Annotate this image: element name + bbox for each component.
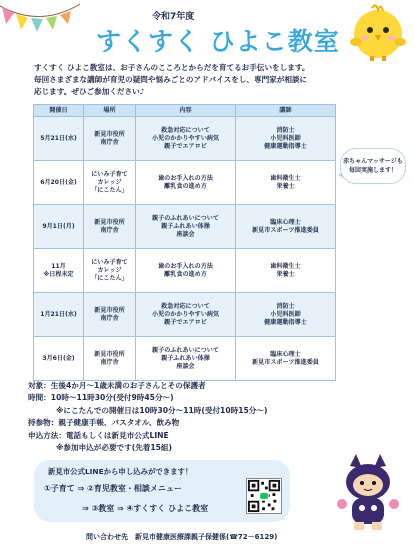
cell-line: 南庁舎 (100, 358, 119, 366)
cell-line: ※日程未定 (43, 270, 74, 278)
cell-content (136, 249, 236, 293)
cell-line: カレッジ (97, 266, 122, 274)
cell-place (84, 337, 136, 381)
cell-line: 新見市役所 (94, 130, 125, 138)
page-title: すくすく ひよこ教室 (96, 27, 340, 56)
cell-line: 臨床心理士 (270, 350, 301, 358)
cell-line: カレッジ (97, 178, 122, 186)
cell-line: 栄養士 (276, 270, 295, 278)
cell-place (84, 117, 136, 161)
cell-line: 3月6日(金) (42, 354, 75, 362)
table-row (34, 161, 336, 205)
cell-lecturer (236, 117, 336, 161)
cell-date (34, 249, 84, 293)
header-lecturer: 講師 (236, 105, 336, 117)
cell-place (84, 249, 136, 293)
cell-lecturer (236, 337, 336, 381)
cell-line: 小児科医師 (270, 310, 301, 318)
time-info: 時間：10時～11時30分(受付9時45分～) (28, 393, 174, 403)
cell-line: 南庁舎 (100, 138, 119, 146)
cell-line: にいみ子育て (91, 170, 128, 178)
cell-line: 親子のふれあいについて (152, 346, 219, 354)
cell-line: 親子でエアロビ (164, 142, 207, 150)
cell-line: 親子のふれあいについて (152, 214, 219, 222)
cell-content (136, 337, 236, 381)
line-signup-heading: 新見市公式LINEから申し込みができます！ (48, 467, 193, 476)
fiscal-year-label: 令和7年度 (152, 12, 195, 22)
cell-line: 親子でエアロビ (164, 318, 207, 326)
line-signup-step2: ⇒ ③教室 ⇒ ④すくすく ひよこ教室 (82, 504, 209, 513)
cell-line: 南庁舎 (100, 314, 119, 322)
contact-info: 問い合わせ先 新見市健康医療課親子保健係(☎72－6129) (86, 533, 278, 541)
chick-icon (348, 2, 406, 62)
cell-line: 1月21日(水) (40, 310, 77, 318)
cell-line: 6月20日(金) (40, 178, 77, 186)
massage-note-bubble (340, 148, 406, 184)
cell-place (84, 293, 136, 337)
time-note: ※にこたんでの開催日は10時30分～11時(受付10時15分～) (56, 405, 268, 415)
cell-date (34, 205, 84, 249)
cell-lecturer (236, 205, 336, 249)
table-header-row (34, 105, 336, 117)
mascot-icon (328, 452, 408, 532)
header-date: 開催日 (34, 105, 84, 117)
cell-date (34, 117, 84, 161)
cell-line: 消防士 (276, 126, 295, 134)
intro-line: 毎回さまざまな講師が育児の疑問や悩みごとのアドバイスをし、専門家が相談に (34, 75, 308, 84)
line-signup-step1: ①子育て ⇒ ②育児教室・相談メニュー (44, 484, 182, 493)
bubble-line: 毎回実施します！ (348, 167, 397, 174)
cell-line: 新見市役所 (94, 306, 125, 314)
cell-line: 新見市スポーツ推進委員 (252, 358, 319, 366)
cell-lecturer (236, 249, 336, 293)
header-content: 内容 (136, 105, 236, 117)
cell-line: 11月 (51, 262, 66, 270)
cell-line: 「にこたん」 (91, 274, 128, 282)
cell-line: 新見市役所 (94, 350, 125, 358)
cell-line: 親子ふれあい体操 (161, 222, 210, 230)
table-row (34, 293, 336, 337)
cell-line: 新見市役所 (94, 218, 125, 226)
cell-date (34, 161, 84, 205)
cell-content (136, 293, 236, 337)
intro-line: 応じます。ぜひご参加ください♪ (34, 87, 145, 96)
qr-code-icon[interactable] (246, 478, 282, 514)
cell-lecturer (236, 293, 336, 337)
target-info: 対象：生後4か月～1歳未満のお子さんとその保護者 (28, 381, 206, 390)
cell-content (136, 205, 236, 249)
cell-line: 救急対応について (161, 126, 210, 134)
cell-line: 小児のかかりやすい病気 (151, 134, 220, 142)
cell-line: 小児科医師 (270, 134, 301, 142)
cell-line: 健康運動指導士 (264, 318, 307, 326)
cell-line: 新見市スポーツ推進委員 (252, 226, 319, 234)
cell-line: 栄養士 (276, 182, 295, 190)
cell-line: 歯のお手入れの方法 (158, 174, 213, 182)
cell-line: 消防士 (276, 302, 295, 310)
bunting-flags-illustration (0, 0, 80, 50)
items-info: 持参物：親子健康手帳、バスタオル、飲み物 (28, 418, 180, 428)
cell-line: 座談会 (176, 230, 195, 238)
cell-date (34, 293, 84, 337)
table-row (34, 337, 336, 381)
cell-place (84, 205, 136, 249)
cell-line: にいみ子育て (91, 258, 128, 266)
cell-line: 歯科衛生士 (270, 262, 301, 270)
cell-line: 南庁舎 (100, 226, 119, 234)
table-row (34, 117, 336, 161)
cell-line: 5月21日(水) (40, 134, 77, 142)
cell-line: 臨床心理士 (270, 218, 301, 226)
cell-date (34, 337, 84, 381)
intro-text (34, 62, 364, 98)
cell-line: 「にこたん」 (91, 186, 128, 194)
apply-info: 申込方法：電話もしくは新見市公式LINE (28, 430, 169, 440)
cell-line: 救急対応について (161, 302, 210, 310)
intro-line: すくすく ひよこ教室は、お子さんのこころとからだを育てるお手伝いをします。 (34, 63, 310, 72)
cell-line: 健康運動指導士 (264, 142, 307, 150)
cell-line: 歯のお手入れの方法 (158, 262, 213, 270)
event-info (28, 380, 388, 454)
cell-place (84, 161, 136, 205)
cell-line: 親子ふれあい体操 (161, 354, 210, 362)
cell-line: 座談会 (176, 362, 195, 370)
cell-line: 歯科衛生士 (270, 174, 301, 182)
bubble-line: 赤ちゃんマッサージも (343, 158, 403, 165)
table-row (34, 249, 336, 293)
cell-line: 小児のかかりやすい病気 (151, 310, 220, 318)
cell-lecturer (236, 161, 336, 205)
cell-line: 離乳食の進め方 (164, 182, 207, 190)
cell-content (136, 161, 236, 205)
table-row (34, 205, 336, 249)
schedule-body (34, 117, 336, 381)
apply-note: ※参加申込が必要です(先着15組) (56, 443, 173, 453)
header-place: 場所 (84, 105, 136, 117)
schedule-table (33, 104, 336, 381)
cell-line: 9月1日(月) (42, 222, 75, 230)
cell-line: 離乳食の進め方 (164, 270, 207, 278)
cell-content (136, 117, 236, 161)
